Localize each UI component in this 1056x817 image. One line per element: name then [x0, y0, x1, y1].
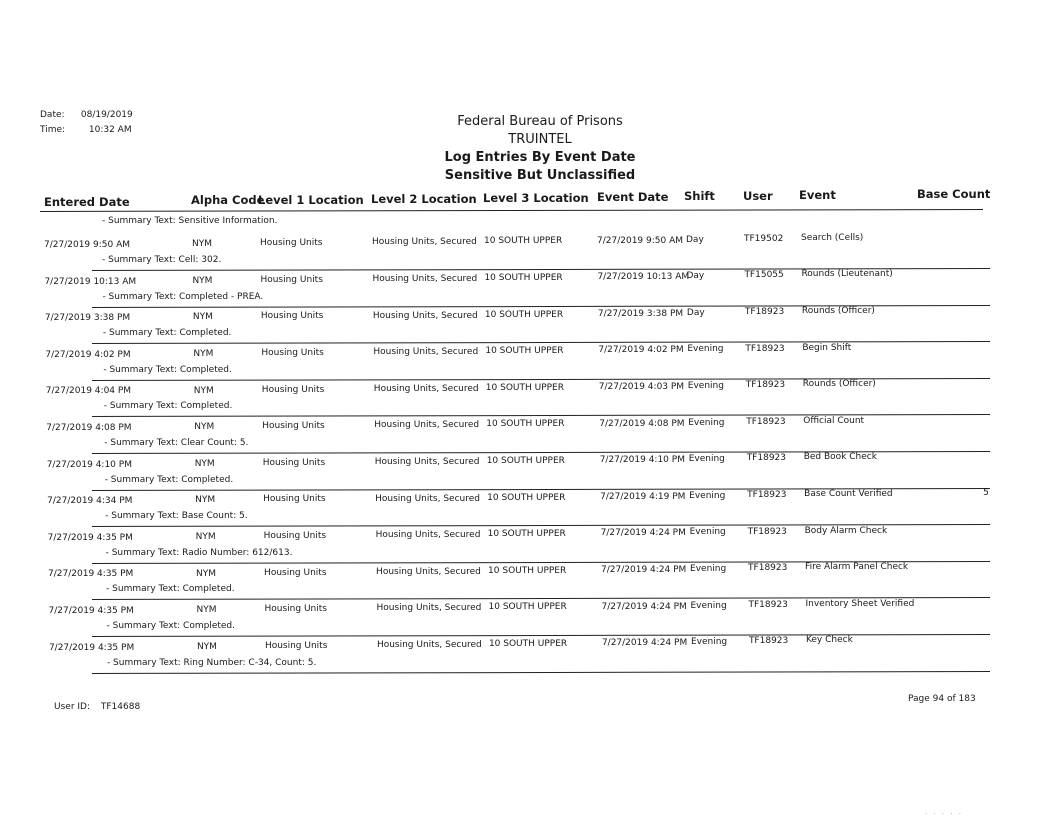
row-summary: - Summary Text: Completed. — [106, 621, 236, 631]
cell-level1-location: Housing Units — [261, 384, 325, 395]
cell-alpha-code: NYM — [196, 641, 217, 652]
cell-level2-location: Housing Units, Secured — [376, 566, 481, 577]
cell-alpha-code: NYM — [193, 385, 214, 396]
cell-entered-date: 7/27/2019 4:35 PM — [48, 569, 134, 580]
page-number: Page 94 of 183 — [908, 694, 976, 704]
report-title-block — [380, 113, 700, 185]
table-header — [0, 188, 1056, 210]
cell-event: Bed Book Check — [803, 452, 877, 463]
cell-level1-location: Housing Units — [262, 457, 326, 468]
col-event: Event — [799, 188, 836, 202]
cell-user: TF15055 — [744, 270, 784, 281]
cell-shift: Day — [686, 307, 705, 318]
col-level2: Level 2 Location — [371, 192, 477, 206]
row-summary: - Summary Text: Clear Count: 5. — [104, 438, 249, 448]
cell-user: TF18923 — [747, 526, 787, 537]
cell-alpha-code: NYM — [196, 568, 217, 579]
cell-level2-location: Housing Units, Secured — [374, 456, 480, 467]
cell-level3-location: 10 SOUTH UPPER — [485, 382, 565, 393]
row-summary: - Summary Text: Completed. — [103, 401, 233, 412]
row-summary: - Summary Text: Base Count: 5. — [105, 511, 248, 522]
cell-level3-location: 10 SOUTH UPPER — [486, 419, 565, 430]
cell-shift: Evening — [687, 344, 724, 355]
col-shift: Shift — [684, 189, 715, 203]
row-summary: - Summary Text: Completed. — [106, 584, 235, 595]
cell-level3-location: 10 SOUTH UPPER — [484, 309, 564, 320]
cell-level2-location: Housing Units, Secured — [372, 273, 478, 284]
cell-level3-location: 10 SOUTH UPPER — [484, 236, 563, 247]
row-summary: - Summary Text: Ring Number: C-34, Count: 5. — [106, 657, 317, 668]
cell-user: TF18923 — [744, 306, 785, 317]
cell-level1-location: Housing Units — [260, 274, 323, 285]
cell-user: TF18923 — [748, 563, 788, 574]
cell-shift: Day — [686, 234, 704, 245]
cell-entered-date: 7/27/2019 9:50 AM — [44, 240, 131, 250]
cell-level2-location: Housing Units, Secured — [375, 530, 481, 541]
cell-base-count: 5 — [983, 488, 989, 499]
col-user: User — [743, 189, 773, 203]
cell-event: Rounds (Officer) — [802, 379, 876, 390]
cell-shift: Day — [686, 271, 705, 282]
cell-alpha-code: NYM — [195, 531, 216, 542]
cell-entered-date: 7/27/2019 4:35 PM — [48, 606, 134, 616]
org-title: Federal Bureau of Prisons — [457, 114, 623, 129]
col-event-date: Event Date — [597, 190, 669, 204]
cell-event-date: 7/27/2019 4:02 PM — [598, 345, 684, 356]
cell-level1-location: Housing Units — [263, 531, 327, 541]
cell-level3-location: 10 SOUTH UPPER — [487, 529, 566, 540]
cell-level1-location: Housing Units — [262, 421, 325, 432]
cell-level2-location: Housing Units, Secured — [376, 603, 482, 614]
cell-event: Begin Shift — [802, 342, 852, 353]
row-divider — [92, 671, 990, 674]
cell-shift: Evening — [689, 527, 726, 538]
cell-entered-date: 7/27/2019 4:35 PM — [48, 642, 135, 653]
cell-level3-location: 10 SOUTH UPPER — [484, 273, 563, 283]
row-summary: - Summary Text: Completed. — [104, 474, 234, 485]
time-label: Time: — [40, 125, 66, 135]
cell-event-date: 7/27/2019 4:19 PM — [600, 491, 686, 502]
cell-shift: Evening — [688, 417, 725, 428]
col-level1: Level 1 Location — [258, 193, 364, 207]
cell-alpha-code: NYM — [194, 422, 215, 433]
cell-event-date: 7/27/2019 9:50 AM — [597, 235, 684, 246]
cell-event: Rounds (Lieutenant) — [801, 269, 893, 280]
col-level3: Level 3 Location — [483, 191, 589, 205]
cell-shift: Evening — [688, 454, 725, 465]
user-id-label: User ID: — [54, 702, 90, 712]
cell-level2-location: Housing Units, Secured — [374, 420, 480, 431]
cell-level2-location: Housing Units, Secured — [372, 310, 478, 321]
cell-shift: Evening — [690, 637, 728, 648]
cell-entered-date: 7/27/2019 10:13 AM — [44, 276, 137, 287]
cell-event-date: 7/27/2019 4:10 PM — [599, 455, 685, 466]
system-title: TRUINTEL — [508, 132, 572, 147]
report-time — [40, 125, 132, 135]
cell-alpha-code: NYM — [195, 495, 216, 506]
cell-event-date: 7/27/2019 4:24 PM — [601, 564, 687, 575]
classification: Sensitive But Unclassified — [444, 168, 636, 183]
cell-level3-location: 10 SOUTH UPPER — [485, 346, 564, 357]
cell-event-date: 7/27/2019 4:24 PM — [600, 528, 686, 539]
cell-event: Rounds (Officer) — [801, 306, 875, 316]
cell-shift: Evening — [687, 381, 724, 391]
cell-level1-location: Housing Units — [264, 640, 328, 651]
col-base-count: Base Count — [917, 187, 991, 201]
cell-alpha-code: NYM — [194, 458, 215, 469]
cell-level3-location: 10 SOUTH UPPER — [487, 492, 566, 503]
cell-event: Base Count Verified — [804, 489, 893, 499]
cell-shift: Evening — [690, 564, 727, 574]
cell-level1-location: Housing Units — [260, 311, 324, 322]
cell-level2-location: Housing Units, Secured — [372, 237, 477, 248]
cell-event-date: 7/27/2019 4:03 PM — [598, 381, 685, 392]
cell-alpha-code: NYM — [193, 348, 214, 359]
cell-level2-location: Housing Units, Secured — [376, 639, 482, 650]
cell-entered-date: 7/27/2019 4:04 PM — [45, 386, 132, 397]
cell-entered-date: 7/27/2019 4:10 PM — [46, 459, 132, 470]
cell-level1-location: Housing Units — [260, 238, 323, 249]
cell-event-date: 7/27/2019 3:38 PM — [597, 308, 684, 319]
cell-entered-date: 7/27/2019 3:38 PM — [44, 313, 131, 324]
cell-level3-location: 10 SOUTH UPPER — [488, 565, 567, 576]
cell-user: TF18923 — [746, 453, 786, 464]
cell-level1-location: Housing Units — [263, 494, 326, 505]
cell-level2-location: Housing Units, Secured — [373, 347, 479, 358]
row-divider — [92, 341, 990, 344]
row-summary: - Summary Text: Completed - PREA. — [102, 291, 264, 302]
cell-entered-date: 7/27/2019 4:02 PM — [45, 349, 131, 360]
cell-event: Inventory Sheet Verified — [805, 598, 915, 609]
time-value: 10:32 AM — [88, 125, 132, 135]
row-summary: - Summary Text: Completed. — [103, 364, 232, 375]
cell-event-date: 7/27/2019 4:08 PM — [599, 418, 685, 429]
row-divider — [92, 634, 990, 637]
first-summary: - Summary Text: Sensitive Information. — [102, 216, 278, 226]
cell-event: Body Alarm Check — [804, 525, 888, 536]
cell-alpha-code: NYM — [192, 239, 212, 250]
cell-alpha-code: NYM — [192, 312, 213, 323]
cell-user: TF18923 — [748, 636, 789, 647]
user-id-value: TF14688 — [100, 702, 141, 712]
row-summary: - Summary Text: Cell: 302. — [102, 255, 222, 265]
col-entered-date: Entered Date — [44, 195, 130, 209]
cell-event-date: 7/27/2019 4:24 PM — [601, 638, 688, 649]
row-summary: - Summary Text: Radio Number: 612/613. — [105, 547, 293, 558]
footer-user — [54, 702, 140, 712]
cell-alpha-code: NYM — [196, 605, 217, 616]
cell-user: TF18923 — [745, 343, 785, 354]
cell-user: TF18923 — [745, 380, 786, 391]
date-value: 08/19/2019 — [80, 110, 133, 120]
date-label: Date: — [40, 110, 65, 120]
cell-level2-location: Housing Units, Secured — [373, 383, 479, 394]
cell-level3-location: 10 SOUTH UPPER — [488, 639, 568, 649]
report-title: Log Entries By Event Date — [444, 150, 636, 165]
cell-user: TF18923 — [747, 489, 787, 500]
cell-user: TF18923 — [746, 416, 786, 427]
cell-alpha-code: NYM — [192, 275, 213, 286]
cell-event: Fire Alarm Panel Check — [805, 562, 909, 573]
report-date — [40, 110, 133, 120]
cell-event-date: 7/27/2019 4:24 PM — [601, 601, 687, 612]
cell-shift: Evening — [689, 490, 726, 501]
row-summary: - Summary Text: Completed. — [102, 328, 232, 339]
cell-event: Search (Cells) — [801, 232, 864, 243]
cell-level3-location: 10 SOUTH UPPER — [486, 456, 565, 466]
cell-event: Key Check — [805, 635, 853, 646]
cell-entered-date: 7/27/2019 4:34 PM — [47, 496, 133, 507]
cell-event: Official Count — [803, 415, 865, 426]
cell-level1-location: Housing Units — [264, 567, 327, 578]
cell-level2-location: Housing Units, Secured — [375, 493, 480, 504]
cell-user: TF19502 — [744, 233, 784, 244]
col-alpha-code: Alpha Code — [191, 193, 265, 207]
cell-user: TF18923 — [748, 599, 788, 610]
cell-entered-date: 7/27/2019 4:35 PM — [47, 532, 133, 543]
cell-entered-date: 7/27/2019 4:08 PM — [46, 423, 132, 433]
scan-artifact: . . . . . — [925, 808, 964, 816]
cell-level1-location: Housing Units — [264, 604, 327, 615]
cell-event-date: 7/27/2019 10:13 AM — [597, 272, 690, 283]
cell-level1-location: Housing Units — [261, 348, 324, 358]
cell-shift: Evening — [690, 600, 727, 611]
cell-level3-location: 10 SOUTH UPPER — [488, 602, 567, 613]
